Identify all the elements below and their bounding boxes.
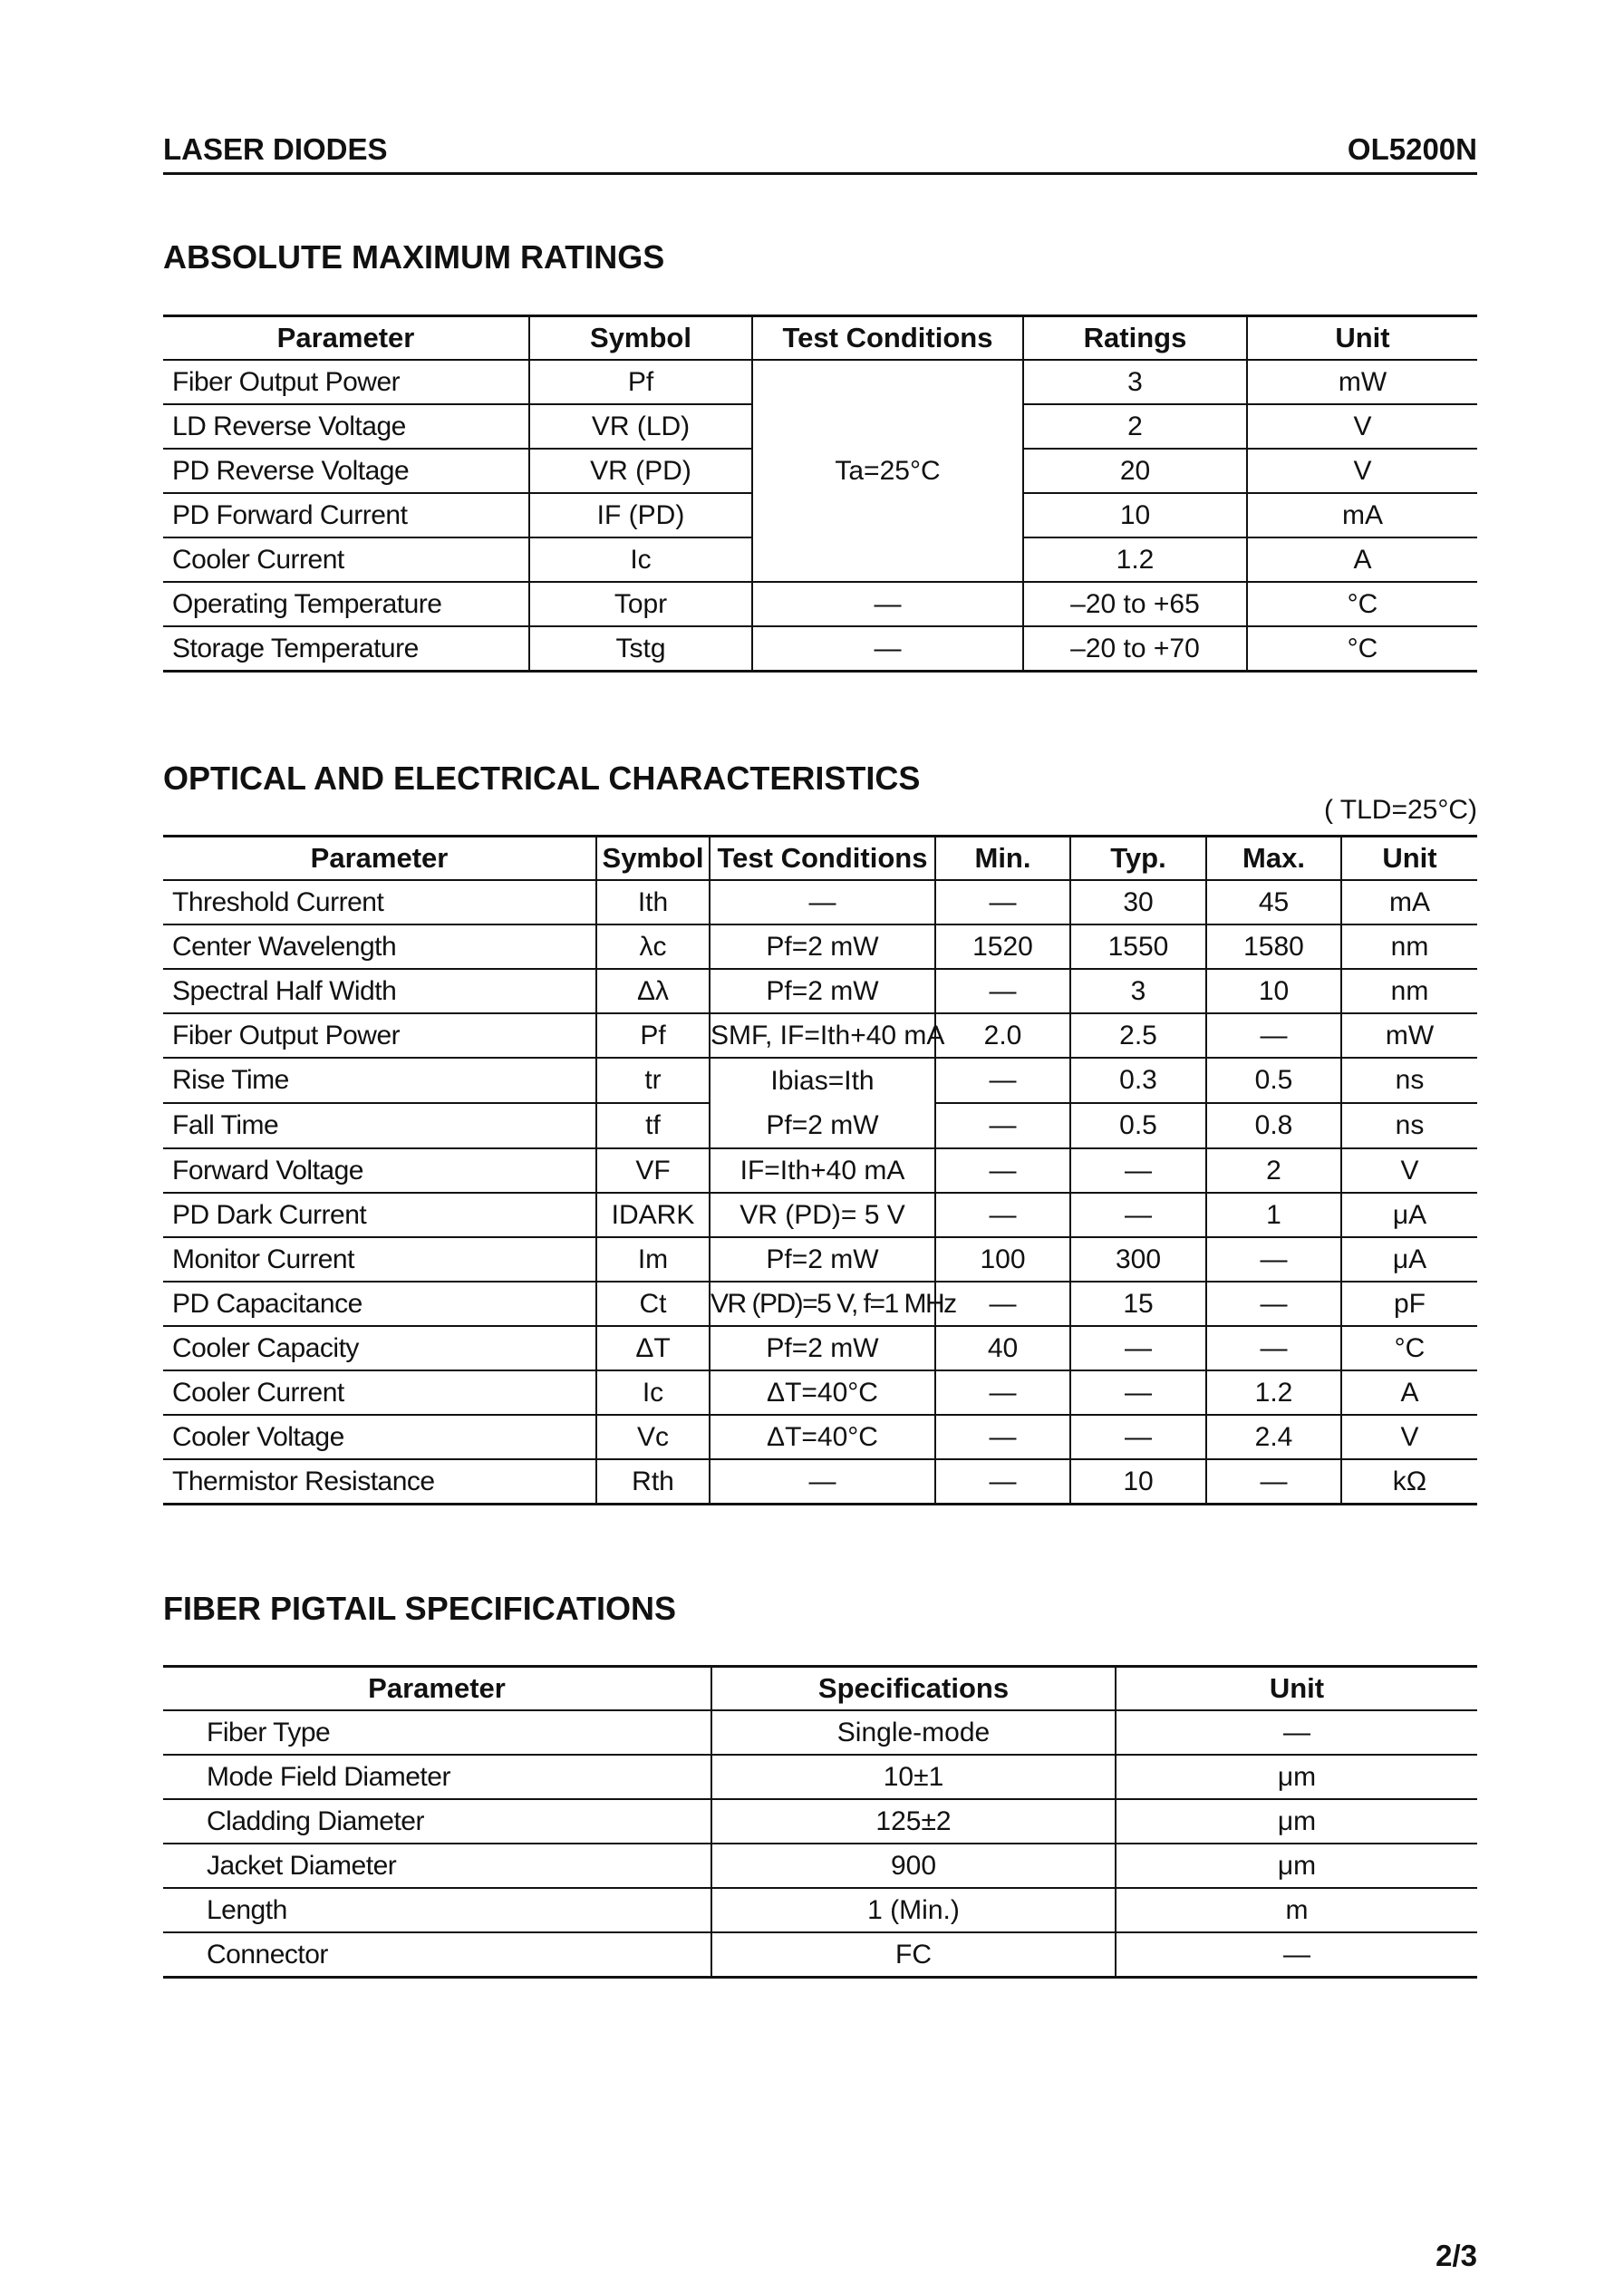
condition-cell: Pf=2 mW	[710, 1326, 935, 1370]
typ-cell: 3	[1070, 969, 1206, 1013]
unit-cell: V	[1247, 404, 1477, 449]
table-row	[163, 1370, 1477, 1415]
param-cell: Cooler Capacity	[172, 1332, 359, 1363]
col-header: Test Conditions	[752, 316, 1023, 361]
max-cell: —	[1206, 1013, 1341, 1058]
col-header: Typ.	[1070, 837, 1206, 881]
page-number: 2/3	[1436, 2239, 1477, 2272]
max-cell: 2	[1206, 1148, 1341, 1193]
max-cell: —	[1206, 1237, 1341, 1282]
col-header: Unit	[1116, 1667, 1477, 1711]
rating-cell: –20 to +65	[1023, 582, 1247, 626]
page-header	[163, 131, 1477, 175]
symbol-cell: VF	[596, 1148, 710, 1193]
symbol-cell: VR (LD)	[529, 404, 752, 449]
table-row	[163, 880, 1477, 924]
col-header: Symbol	[596, 837, 710, 881]
col-header: Symbol	[529, 316, 752, 361]
unit-cell: —	[1116, 1710, 1477, 1755]
min-cell: —	[935, 1282, 1070, 1326]
table-header-row	[163, 837, 1477, 881]
param-cell: Cooler Voltage	[172, 1421, 344, 1452]
spec-cell: 1 (Min.)	[711, 1888, 1116, 1932]
typ-cell: —	[1070, 1415, 1206, 1459]
table-row	[163, 1058, 1477, 1103]
symbol-cell: Tstg	[529, 626, 752, 672]
min-cell: 100	[935, 1237, 1070, 1282]
condition-cell: Pf=2 mW	[710, 1237, 935, 1282]
symbol-cell: λc	[596, 924, 710, 969]
param-cell: Thermistor Resistance	[172, 1466, 435, 1496]
unit-cell: °C	[1247, 582, 1477, 626]
abs-max-title: ABSOLUTE MAXIMUM RATINGS	[163, 238, 665, 276]
symbol-cell: Vc	[596, 1415, 710, 1459]
condition-cell: Ta=25°C	[752, 360, 1023, 582]
table-header-row	[163, 316, 1477, 361]
typ-cell: —	[1070, 1370, 1206, 1415]
min-cell: —	[935, 1370, 1070, 1415]
symbol-cell: IDARK	[596, 1193, 710, 1237]
min-cell: 1520	[935, 924, 1070, 969]
rating-cell: 3	[1023, 360, 1247, 404]
symbol-cell: ΔT	[596, 1326, 710, 1370]
table-row	[163, 1013, 1477, 1058]
param-cell: Fiber Type	[207, 1717, 331, 1747]
param-cell: Monitor Current	[172, 1244, 354, 1274]
max-cell: 0.8	[1206, 1103, 1341, 1148]
table-row	[163, 1148, 1477, 1193]
document-category: LASER DIODES	[163, 132, 388, 166]
condition-line: Ibias=Ith	[770, 1066, 875, 1096]
typ-cell: 0.5	[1070, 1103, 1206, 1148]
min-cell: —	[935, 969, 1070, 1013]
spec-cell: 900	[711, 1844, 1116, 1888]
param-cell: PD Capacitance	[172, 1288, 362, 1319]
unit-cell: m	[1116, 1888, 1477, 1932]
typ-cell: 0.3	[1070, 1058, 1206, 1103]
unit-cell: mA	[1341, 880, 1477, 924]
col-header: Max.	[1206, 837, 1341, 881]
table-row	[163, 1459, 1477, 1505]
symbol-cell: VR (PD)	[529, 449, 752, 493]
param-cell: Rise Time	[172, 1065, 289, 1095]
fiber-table	[163, 1665, 1477, 1979]
max-cell: 0.5	[1206, 1058, 1341, 1103]
unit-cell: mW	[1247, 360, 1477, 404]
min-cell: —	[935, 1193, 1070, 1237]
symbol-cell: Ct	[596, 1282, 710, 1326]
typ-cell: 10	[1070, 1459, 1206, 1505]
col-header: Specifications	[711, 1667, 1116, 1711]
condition-cell	[710, 1058, 935, 1148]
param-cell: Fiber Output Power	[172, 366, 401, 397]
typ-cell: 300	[1070, 1237, 1206, 1282]
param-cell: Jacket Diameter	[207, 1850, 397, 1881]
max-cell: —	[1206, 1282, 1341, 1326]
symbol-cell: Ic	[529, 537, 752, 582]
condition-cell: ΔT=40°C	[710, 1415, 935, 1459]
symbol-cell: IF (PD)	[529, 493, 752, 537]
typ-cell: 2.5	[1070, 1013, 1206, 1058]
condition-cell: —	[752, 582, 1023, 626]
spec-cell: 10±1	[711, 1755, 1116, 1799]
optical-table	[163, 835, 1477, 1505]
unit-cell: pF	[1341, 1282, 1477, 1326]
unit-cell: V	[1247, 449, 1477, 493]
col-header: Parameter	[310, 842, 449, 874]
symbol-cell: tr	[596, 1058, 710, 1103]
condition-cell: SMF, IF=Ith+40 mA	[710, 1013, 935, 1058]
typ-cell: —	[1070, 1193, 1206, 1237]
min-cell: —	[935, 880, 1070, 924]
table-row	[163, 1932, 1477, 1978]
condition-line: Pf=2 mW	[766, 1110, 879, 1140]
unit-cell: A	[1341, 1370, 1477, 1415]
unit-cell: kΩ	[1341, 1459, 1477, 1505]
condition-cell: —	[752, 626, 1023, 672]
unit-cell: nm	[1341, 969, 1477, 1013]
unit-cell: °C	[1341, 1326, 1477, 1370]
col-header: Min.	[935, 837, 1070, 881]
symbol-cell: tf	[596, 1103, 710, 1148]
table-row	[163, 582, 1477, 626]
optical-title: OPTICAL AND ELECTRICAL CHARACTERISTICS	[163, 760, 921, 797]
table-row	[163, 626, 1477, 672]
table-row	[163, 1282, 1477, 1326]
table-header-row	[163, 1667, 1477, 1711]
symbol-cell: Rth	[596, 1459, 710, 1505]
part-number: OL5200N	[1347, 132, 1477, 166]
table-row	[163, 1710, 1477, 1755]
unit-cell: °C	[1247, 626, 1477, 672]
unit-cell: μm	[1116, 1844, 1477, 1888]
param-cell: Threshold Current	[172, 886, 384, 917]
max-cell: 10	[1206, 969, 1341, 1013]
unit-cell: μm	[1116, 1799, 1477, 1844]
max-cell: 1580	[1206, 924, 1341, 969]
symbol-cell: Ic	[596, 1370, 710, 1415]
param-cell: Fall Time	[172, 1110, 279, 1140]
unit-cell: μA	[1341, 1237, 1477, 1282]
abs-max-table	[163, 315, 1477, 673]
typ-cell: 1550	[1070, 924, 1206, 969]
col-header: Unit	[1247, 316, 1477, 361]
table-row	[163, 1415, 1477, 1459]
max-cell: 2.4	[1206, 1415, 1341, 1459]
col-header: Parameter	[368, 1672, 506, 1704]
rating-cell: –20 to +70	[1023, 626, 1247, 672]
param-cell: Forward Voltage	[172, 1155, 363, 1186]
unit-cell: ns	[1341, 1103, 1477, 1148]
table-row	[163, 969, 1477, 1013]
condition-cell: Pf=2 mW	[710, 969, 935, 1013]
unit-cell: ns	[1341, 1058, 1477, 1103]
typ-cell: 15	[1070, 1282, 1206, 1326]
rating-cell: 20	[1023, 449, 1247, 493]
condition-cell: ΔT=40°C	[710, 1370, 935, 1415]
symbol-cell: Topr	[529, 582, 752, 626]
condition-cell: —	[710, 1459, 935, 1505]
col-header: Unit	[1341, 837, 1477, 881]
param-cell: PD Forward Current	[172, 499, 408, 530]
min-cell: 40	[935, 1326, 1070, 1370]
table-row	[163, 1755, 1477, 1799]
spec-cell: Single-mode	[711, 1710, 1116, 1755]
min-cell: —	[935, 1058, 1070, 1103]
param-cell: Fiber Output Power	[172, 1020, 401, 1050]
table-row	[163, 1326, 1477, 1370]
unit-cell: μm	[1116, 1755, 1477, 1799]
table-row	[163, 1237, 1477, 1282]
condition-note: ( TLD=25°C)	[1324, 795, 1477, 825]
unit-cell: —	[1116, 1932, 1477, 1978]
condition-cell: —	[710, 880, 935, 924]
param-cell: Storage Temperature	[172, 633, 419, 663]
condition-cell: IF=Ith+40 mA	[710, 1148, 935, 1193]
max-cell: —	[1206, 1326, 1341, 1370]
unit-cell: mA	[1247, 493, 1477, 537]
param-cell: Cooler Current	[172, 1377, 344, 1408]
symbol-cell: Ith	[596, 880, 710, 924]
min-cell: —	[935, 1148, 1070, 1193]
rating-cell: 10	[1023, 493, 1247, 537]
param-cell: Cooler Current	[172, 544, 344, 575]
condition-cell: VR (PD)=5 V, f=1 MHz	[710, 1282, 935, 1326]
param-cell: Mode Field Diameter	[207, 1761, 450, 1792]
table-row	[163, 1888, 1477, 1932]
param-cell: Length	[207, 1894, 287, 1925]
typ-cell: —	[1070, 1148, 1206, 1193]
param-cell: LD Reverse Voltage	[172, 411, 406, 441]
table-row	[163, 924, 1477, 969]
symbol-cell: Δλ	[596, 969, 710, 1013]
min-cell: —	[935, 1415, 1070, 1459]
spec-cell: 125±2	[711, 1799, 1116, 1844]
col-header: Test Conditions	[710, 837, 935, 881]
typ-cell: 30	[1070, 880, 1206, 924]
param-cell: PD Dark Current	[172, 1199, 367, 1230]
max-cell: 1.2	[1206, 1370, 1341, 1415]
table-row	[163, 1844, 1477, 1888]
min-cell: —	[935, 1459, 1070, 1505]
unit-cell: V	[1341, 1148, 1477, 1193]
fiber-title: FIBER PIGTAIL SPECIFICATIONS	[163, 1590, 677, 1627]
symbol-cell: Im	[596, 1237, 710, 1282]
table-row	[163, 360, 1477, 404]
min-cell: 2.0	[935, 1013, 1070, 1058]
table-row	[163, 1799, 1477, 1844]
col-header: Parameter	[276, 322, 415, 353]
typ-cell: —	[1070, 1326, 1206, 1370]
param-cell: Connector	[207, 1939, 328, 1970]
min-cell: —	[935, 1103, 1070, 1148]
spec-cell: FC	[711, 1932, 1116, 1978]
unit-cell: V	[1341, 1415, 1477, 1459]
table-row	[163, 1193, 1477, 1237]
max-cell: 1	[1206, 1193, 1341, 1237]
symbol-cell: Pf	[596, 1013, 710, 1058]
rating-cell: 1.2	[1023, 537, 1247, 582]
unit-cell: μA	[1341, 1193, 1477, 1237]
unit-cell: nm	[1341, 924, 1477, 969]
unit-cell: mW	[1341, 1013, 1477, 1058]
param-cell: Cladding Diameter	[207, 1805, 424, 1836]
param-cell: Spectral Half Width	[172, 975, 397, 1006]
col-header: Ratings	[1023, 316, 1247, 361]
condition-cell: Pf=2 mW	[710, 924, 935, 969]
param-cell: PD Reverse Voltage	[172, 455, 410, 486]
symbol-cell: Pf	[529, 360, 752, 404]
unit-cell: A	[1247, 537, 1477, 582]
rating-cell: 2	[1023, 404, 1247, 449]
max-cell: 45	[1206, 880, 1341, 924]
condition-cell: VR (PD)= 5 V	[710, 1193, 935, 1237]
max-cell: —	[1206, 1459, 1341, 1505]
param-cell: Operating Temperature	[172, 588, 442, 619]
param-cell: Center Wavelength	[172, 931, 397, 962]
